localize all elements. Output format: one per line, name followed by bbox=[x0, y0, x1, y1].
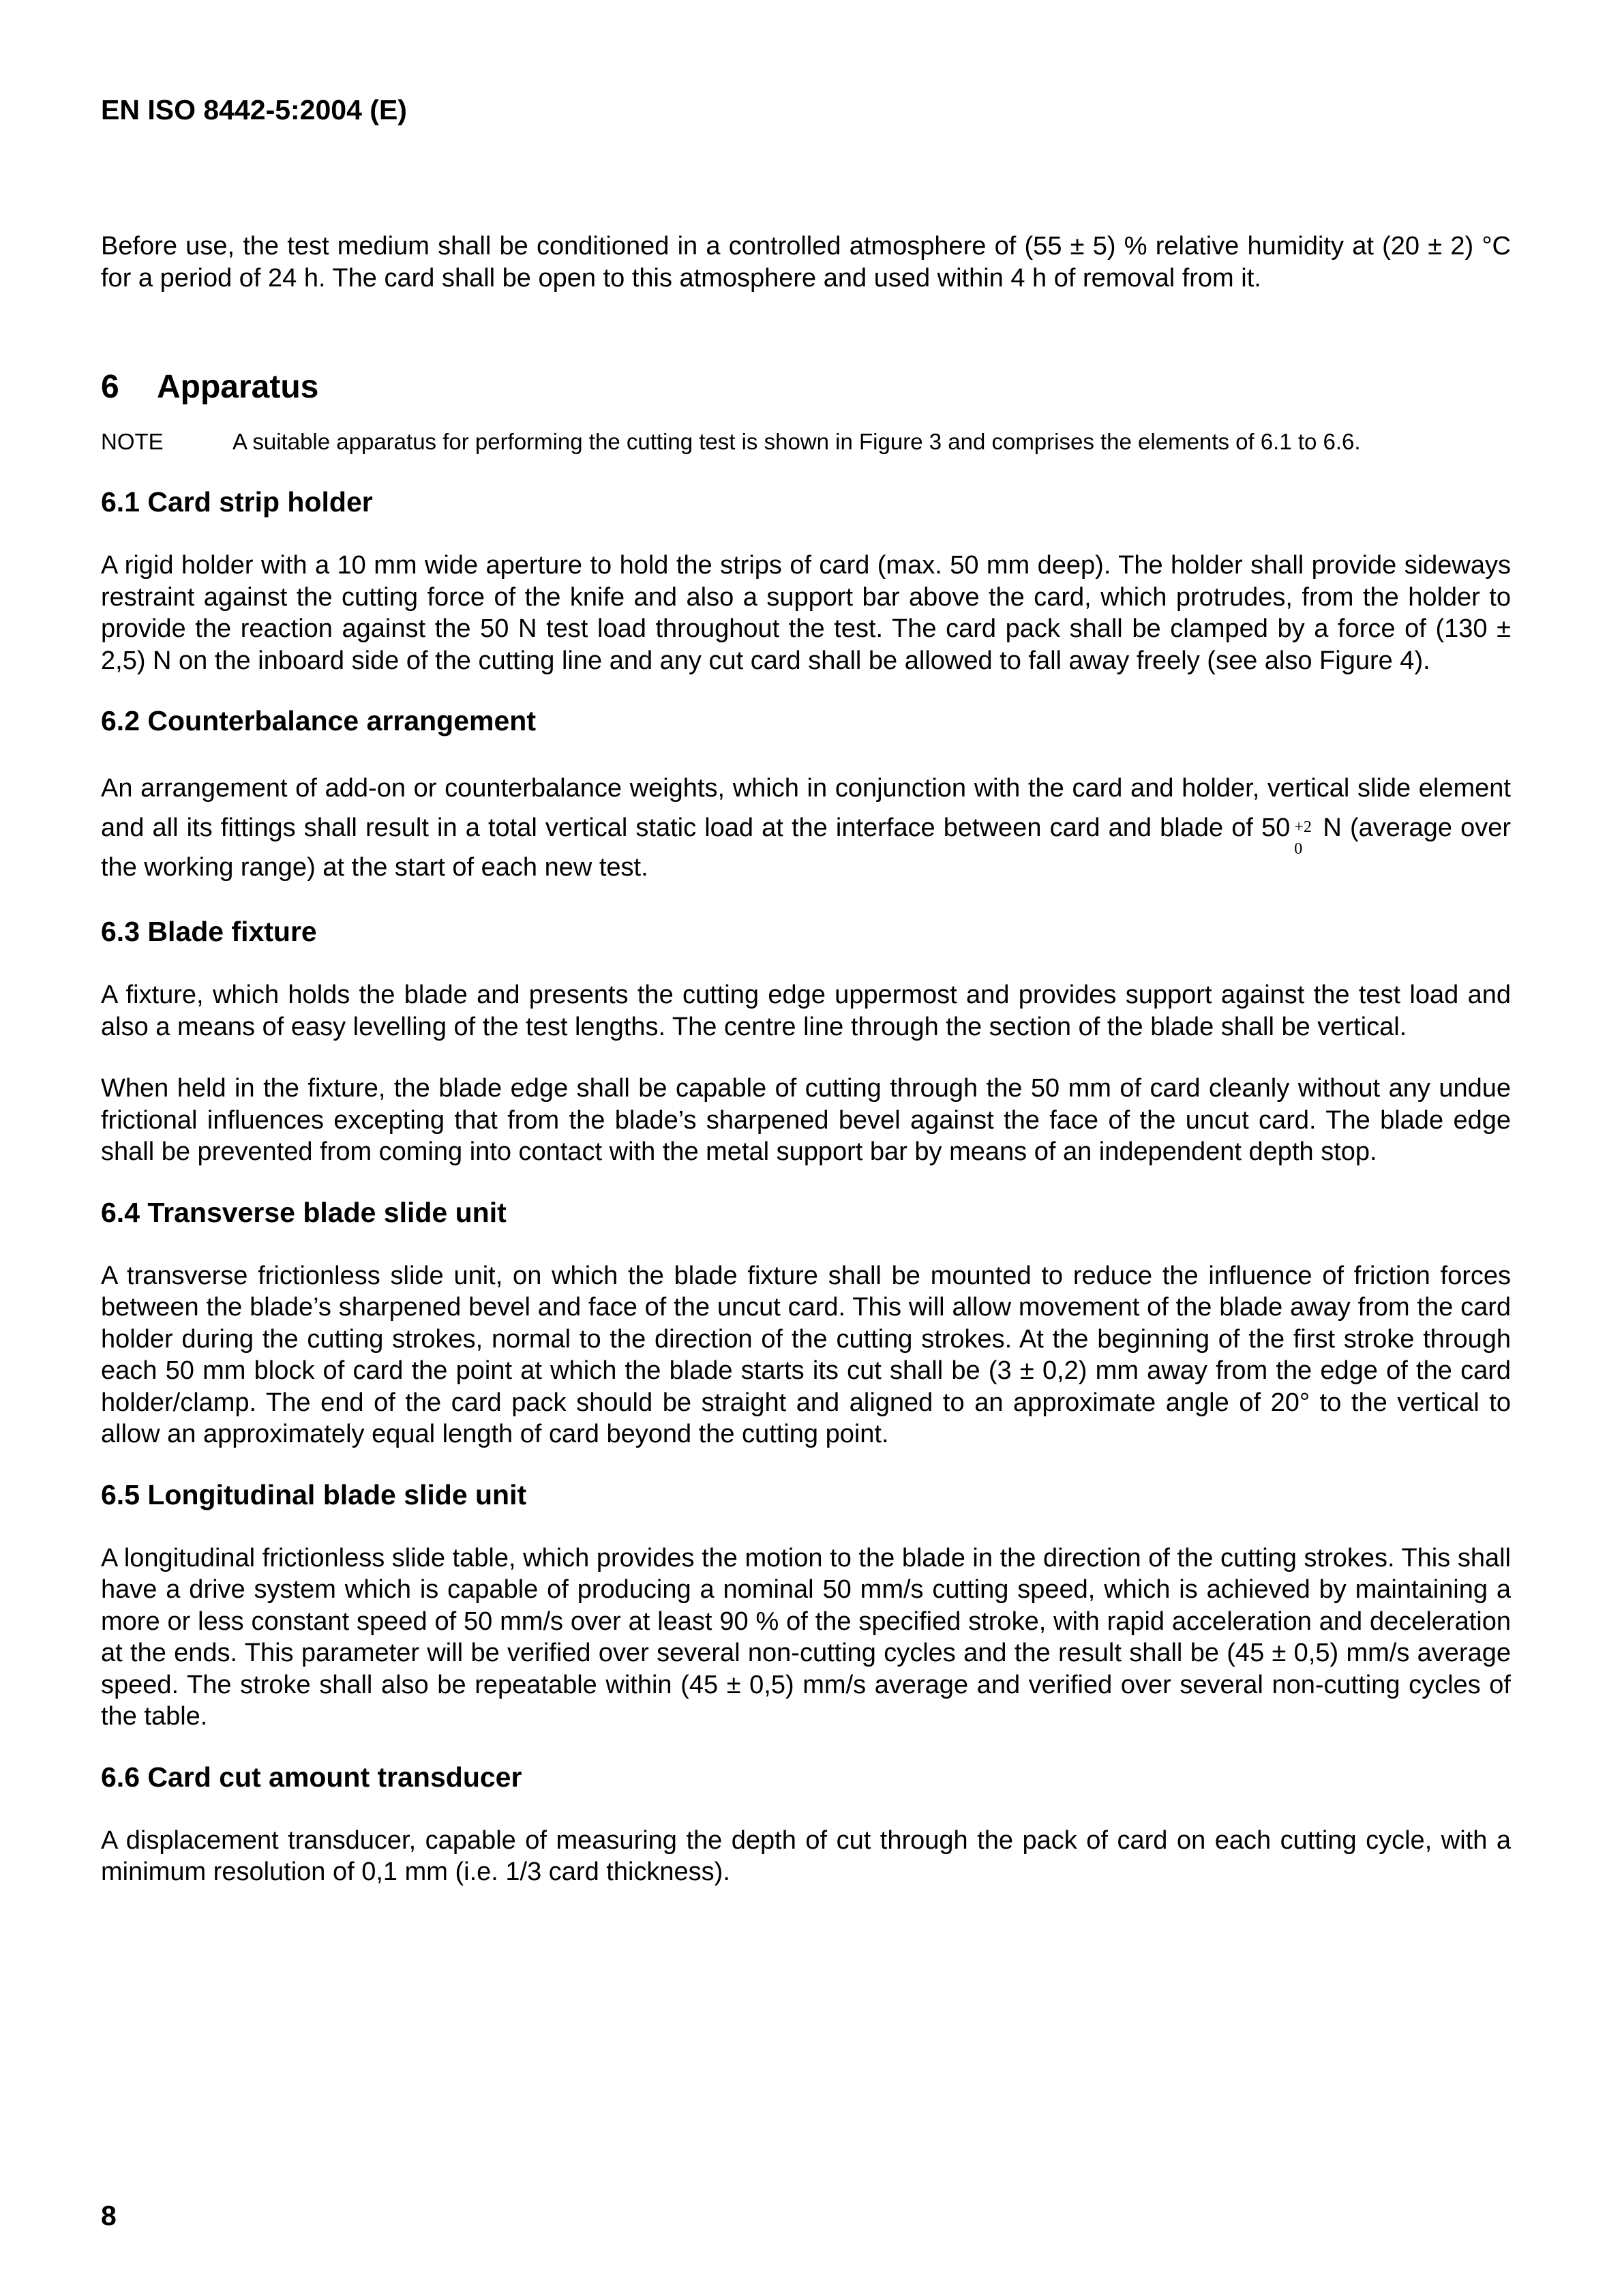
subsection-heading-6-5: 6.5 Longitudinal blade slide unit bbox=[101, 1478, 527, 1510]
subsection-heading-6-6: 6.6 Card cut amount transducer bbox=[101, 1761, 522, 1793]
page-number: 8 bbox=[101, 2200, 117, 2231]
subsection-heading-6-4: 6.4 Transverse blade slide unit bbox=[101, 1196, 507, 1228]
paragraph-6-2-text-after: N (average over the working range) at the start of each new test. bbox=[101, 814, 1511, 882]
subsection-heading-6-1: 6.1 Card strip holder bbox=[101, 486, 373, 518]
section-heading-apparatus bbox=[101, 367, 1511, 408]
intro-paragraph: Before use, the test medium shall be conditioned in a controlled atmosphere of (55 ± 5) % relative humidity at (20 ± 2) °C for a period of 24 h. The card shall be open to this atmosphere and used within 4 h of removal from it. bbox=[101, 232, 1511, 293]
paragraph-6-5: A longitudinal frictionless slide table, which provides the motion to the blade in the direction of the cutting strokes. This shall have a drive system which is capable of producing a nominal 50 mm/s cutting speed, which is achieved by maintaining a more or less constant speed of 50 mm/s over at least 90 % of the specified stroke, with rapid acceleration and deceleration at the ends. This parameter will be verified over several non-cutting cycles and the result shall be (45 ± 0,5) mm/s average speed. The stroke shall also be repeatable within (45 ± 0,5) mm/s average and verified over several non-cutting cycles of the table. bbox=[101, 1543, 1511, 1731]
paragraph-6-3-a: A fixture, which holds the blade and presents the cutting edge uppermost and provides support against the test load and also a means of easy levelling of the test lengths. The centre line through the section of the blade shall be vertical. bbox=[101, 981, 1511, 1041]
tolerance-stack bbox=[1290, 814, 1315, 858]
subsection-heading-6-3: 6.3 Blade fixture bbox=[101, 916, 317, 947]
paragraph-6-4: A transverse frictionless slide unit, on which the blade fixture shall be mounted to reduce the influence of friction forces between the blade’s sharpened bevel and face of the uncut card. This will allow movement of the blade away from the card holder during the cutting strokes, normal to the direction of the cutting strokes. At the beginning of the first stroke through each 50 mm block of card the point at which the blade starts its cut shall be (3 ± 0,2) mm away from the edge of the card holder/clamp. The end of the card pack should be straight and aligned to an approximate angle of 20° to the vertical to allow an approximately equal length of card beyond the cutting point. bbox=[101, 1261, 1511, 1448]
tolerance-upper: +2 bbox=[1294, 818, 1312, 836]
paragraph-6-6: A displacement transducer, capable of measuring the depth of cut through the pack of card on each cutting cycle, with a minimum resolution of 0,1 mm (i.e. 1/3 card thickness). bbox=[101, 1825, 1511, 1886]
note-label: NOTE bbox=[101, 429, 164, 454]
paragraph-6-3-b: When held in the fixture, the blade edge shall be capable of cutting through the 50 mm of card cleanly without any undue frictional influences excepting that from the blade’s sharpened bevel against the face of the uncut card. The blade edge shall be prevented from coming into contact with the metal support bar by means of an independent depth stop. bbox=[101, 1074, 1511, 1166]
standard-header: EN ISO 8442-5:2004 (E) bbox=[101, 94, 407, 125]
paragraph-6-2-text-before: An arrangement of add-on or counterbalance weights, which in conjunction with the card and holder, vertical slide element and all its fittings shall result in a total vertical static load at the interface between card and blade of 50 bbox=[101, 774, 1511, 842]
section-number: 6 bbox=[101, 369, 119, 405]
tolerance-lower: 0 bbox=[1294, 840, 1303, 858]
note-text: A suitable apparatus for performing the cutting test is shown in Figure 3 and comprises the elements of 6.1 to 6.6. bbox=[232, 429, 1361, 454]
subsection-heading-6-2: 6.2 Counterbalance arrangement bbox=[101, 705, 536, 736]
page-content bbox=[101, 230, 1511, 1888]
paragraph-6-2 bbox=[101, 769, 1511, 887]
note bbox=[101, 428, 1511, 456]
paragraph-6-1: A rigid holder with a 10 mm wide aperture to hold the strips of card (max. 50 mm deep). The holder shall provide sideways restraint against the cutting force of the knife and also a support bar above the card, which protrudes, from the holder to provide the reaction against the 50 N test load throughout the test. The card pack shall be clamped by a force of (130 ± 2,5) N on the inboard side of the cutting line and any cut card shall be allowed to fall away freely (see also Figure 4). bbox=[101, 551, 1511, 675]
section-title: Apparatus bbox=[157, 369, 319, 405]
